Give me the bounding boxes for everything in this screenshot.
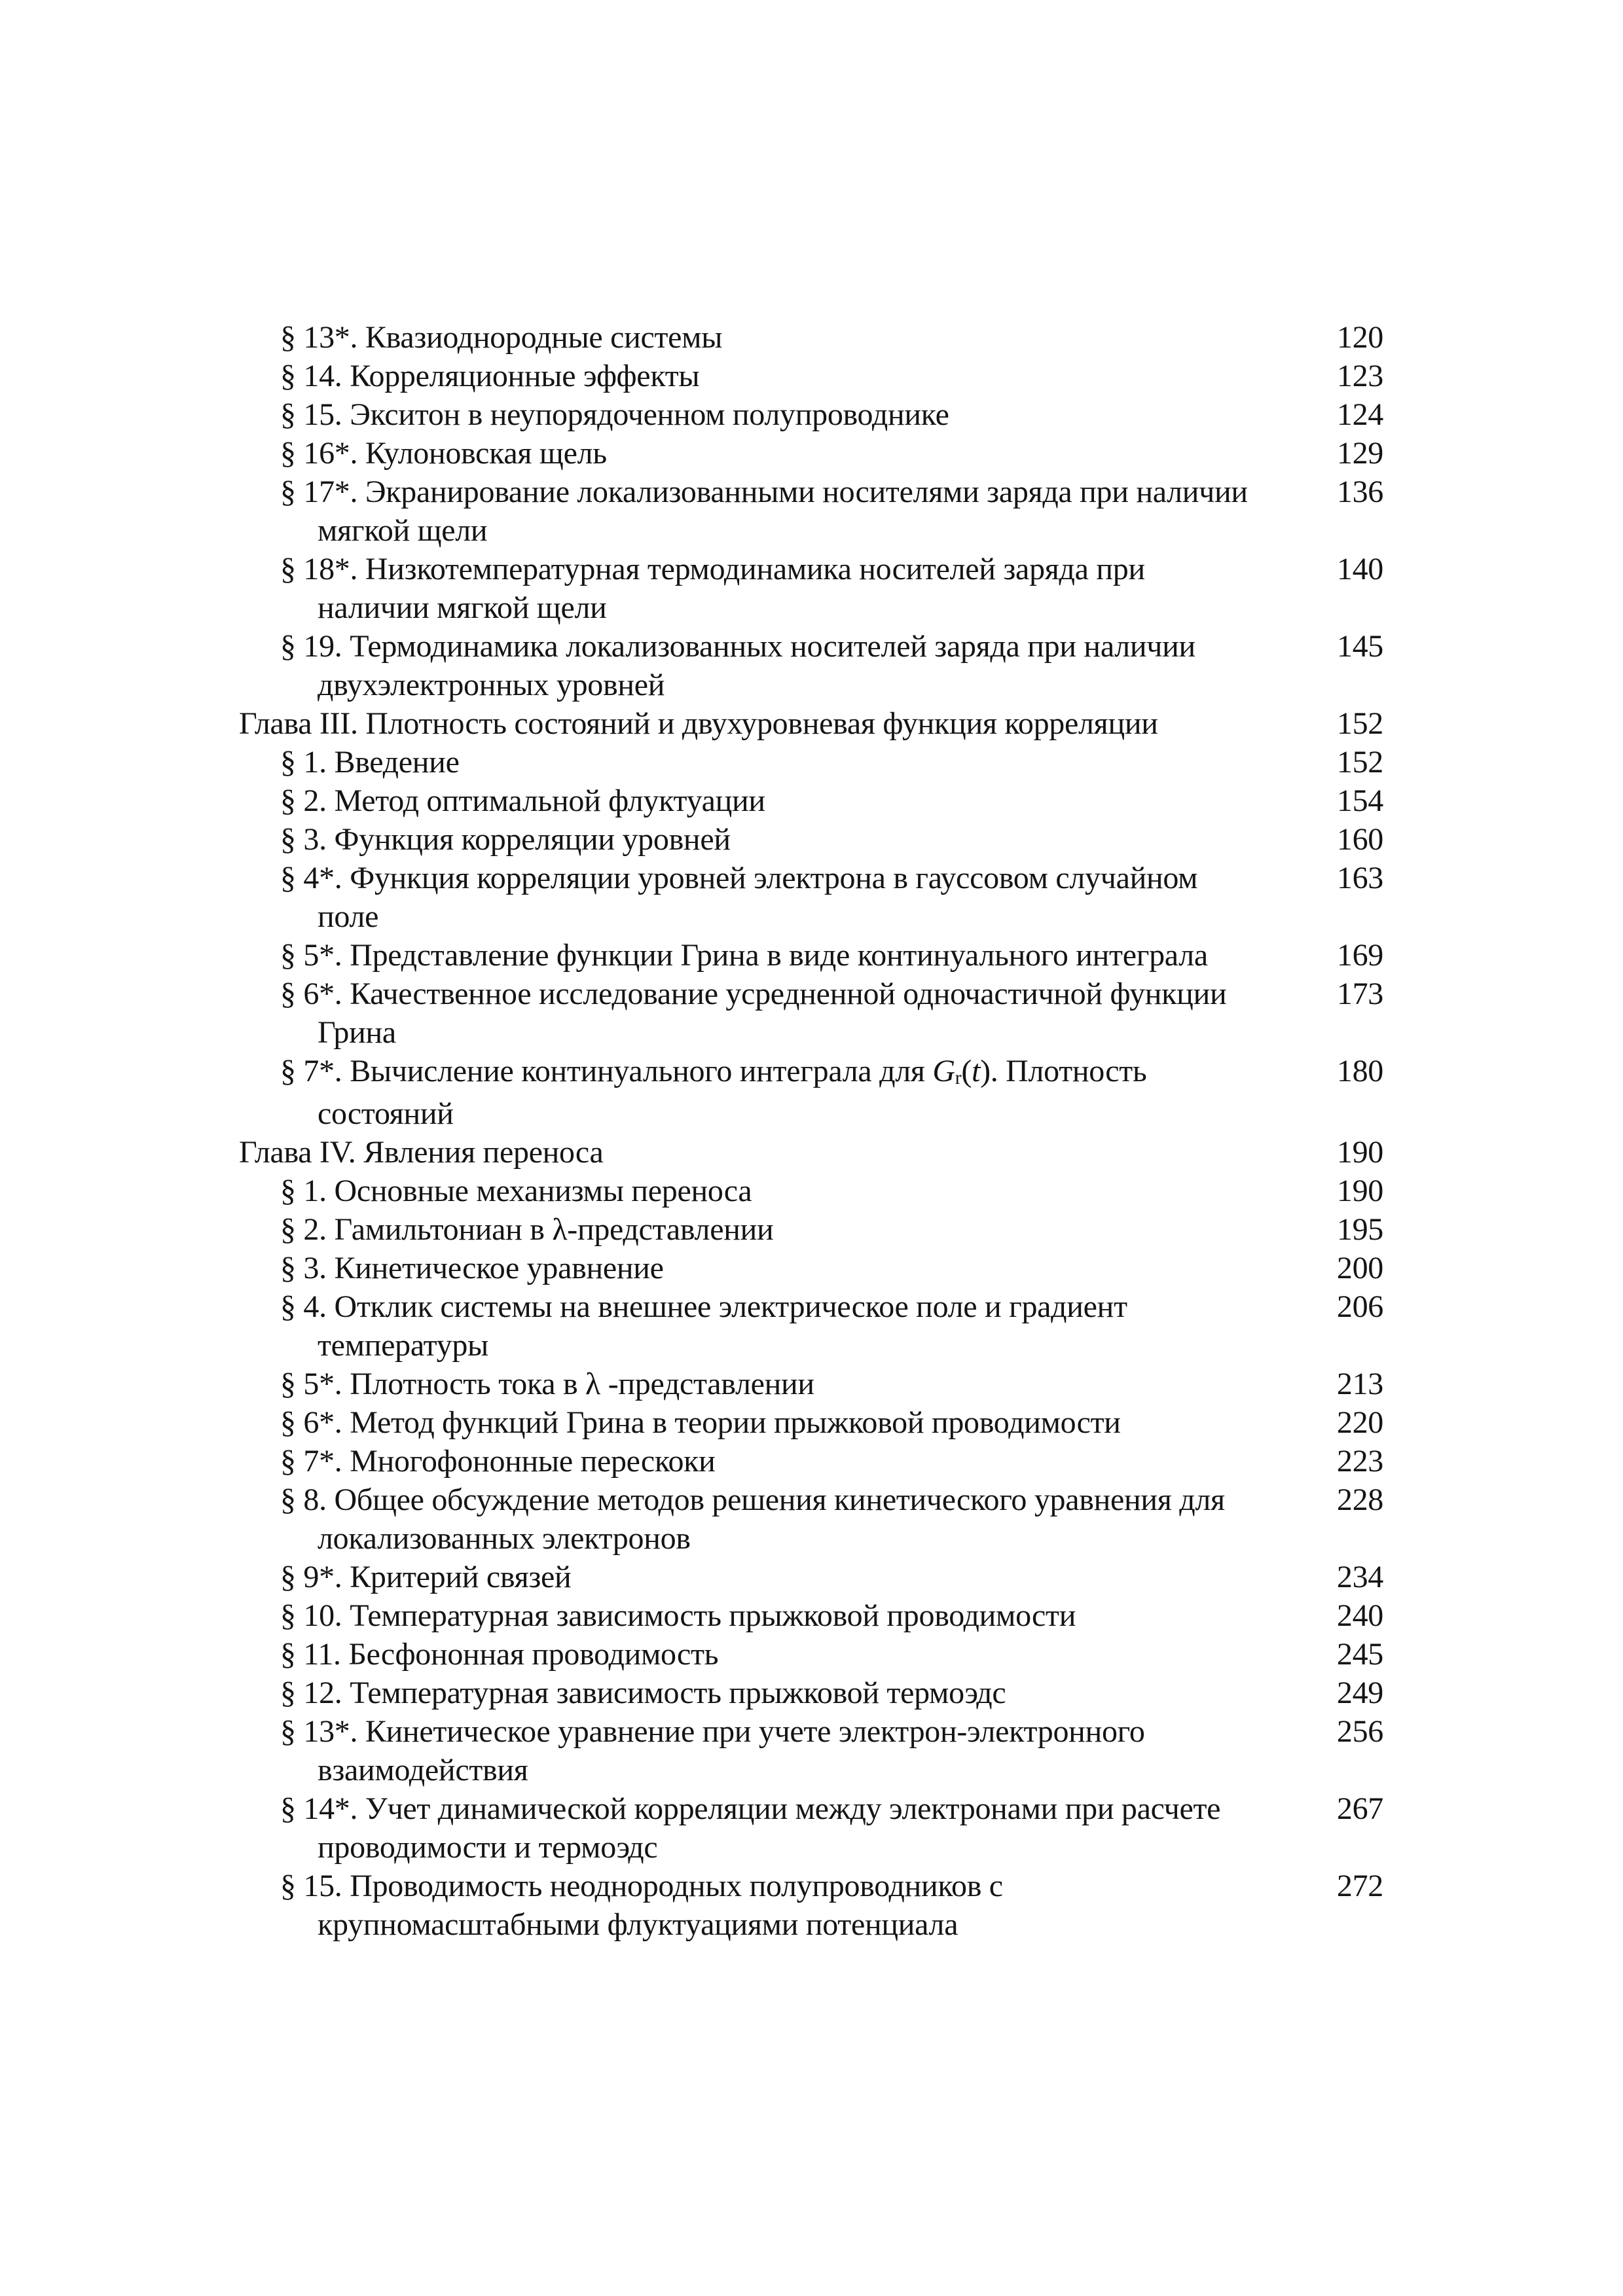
toc-entry-line: § 6*. Качественное исследование усредненной одночастичной функции [280, 977, 1227, 1011]
toc-entry-line: § 15. Проводимость неоднородных полупроводников с [280, 1869, 1003, 1903]
toc-entry-line: наличии мягкой щели [318, 590, 607, 625]
toc-entry-title [280, 1596, 1298, 1635]
toc-entry-line: § 4. Отклик системы на внешнее электрическое поле и градиент [280, 1289, 1127, 1324]
toc-entry-line: мягкой щели [318, 513, 488, 548]
toc-entry-title [280, 975, 1298, 1052]
toc-section-row [239, 357, 1383, 395]
toc-section-row [239, 1249, 1383, 1287]
toc-entry-line: § 8. Общее обсуждение методов решения кинетического уравнения для [280, 1482, 1225, 1517]
toc-section-row [239, 859, 1383, 936]
toc-entry-page: 223 [1336, 1444, 1383, 1479]
toc-entry-line: локализованных электронов [318, 1521, 691, 1556]
toc-entry-page: 124 [1336, 397, 1383, 432]
toc-entry-line: § 16*. Кулоновская щель [280, 436, 607, 471]
italic-text: t [972, 1054, 981, 1088]
toc-entry-page: 129 [1336, 436, 1383, 471]
toc-chapter-row [239, 704, 1383, 743]
toc-section-row [239, 1210, 1383, 1249]
toc-entry-line: § 4*. Функция корреляции уровней электрона в гауссовом случайном [280, 861, 1198, 895]
toc-entry-title [280, 1287, 1298, 1365]
toc-entry-title [280, 357, 1298, 395]
toc-entry-page: 190 [1336, 1174, 1383, 1208]
toc-entry-line: § 2. Гамильтониан в λ-представлении [280, 1212, 774, 1247]
toc-entry-line: § 3. Кинетическое уравнение [280, 1251, 664, 1285]
toc-entry-page: 206 [1336, 1289, 1383, 1324]
toc-entry-page: 152 [1336, 706, 1383, 741]
toc-entry-page: 228 [1336, 1482, 1383, 1517]
toc-entry-line: двухэлектронных уровней [318, 668, 665, 702]
toc-entry-page: 154 [1336, 783, 1383, 818]
toc-entry-title [280, 1249, 1298, 1287]
toc-entry-page: 136 [1336, 475, 1383, 509]
toc-section-row [239, 1052, 1383, 1133]
toc-entry-line: § 12. Температурная зависимость прыжковой термоэдс [280, 1676, 1006, 1710]
toc-entry-page: 213 [1336, 1367, 1383, 1401]
toc-entry-title [280, 1210, 1298, 1249]
toc-section-row [239, 1789, 1383, 1867]
toc-entry-title [280, 1867, 1298, 1944]
toc-entry-title [280, 1712, 1298, 1789]
toc-entry-line: § 5*. Плотность тока в λ -представлении [280, 1367, 814, 1401]
toc-entry-page: 200 [1336, 1251, 1383, 1285]
toc-entry-title [280, 936, 1298, 975]
toc-entry-page: 256 [1336, 1714, 1383, 1749]
toc-entry-line: § 7*. Многофононные перескоки [280, 1444, 716, 1479]
toc-entry-page: 240 [1336, 1598, 1383, 1633]
toc-section-row [239, 936, 1383, 975]
toc-entry-page: 180 [1336, 1054, 1383, 1088]
toc-entry-title [280, 473, 1298, 550]
plain-text: ). Плотность [980, 1054, 1147, 1088]
toc-entry-line: Глава IV. Явления переноса [239, 1135, 604, 1170]
toc-entry-title [280, 1558, 1298, 1596]
toc-entry-line: поле [318, 899, 379, 934]
toc-section-row [239, 627, 1383, 704]
toc-entry-line: § 17*. Экранирование локализованными носителями заряда при наличии [280, 475, 1248, 509]
toc-entry-page: 120 [1336, 320, 1383, 355]
toc-entry-title [280, 1365, 1298, 1403]
toc-entry-page: 169 [1336, 938, 1383, 973]
toc-entry-line: взаимодействия [318, 1753, 528, 1787]
toc-entry-line: § 1. Введение [280, 745, 460, 780]
toc-entry-page: 234 [1336, 1560, 1383, 1594]
subscript-text: r [955, 1066, 962, 1088]
toc-entry-title [280, 1172, 1298, 1210]
toc-entry-title [280, 1674, 1298, 1712]
toc-section-row [239, 434, 1383, 473]
toc-entry-title [280, 820, 1298, 859]
italic-text: G [932, 1054, 955, 1088]
toc-entry-line: § 14*. Учет динамической корреляции между электронами при расчете [280, 1791, 1221, 1826]
toc-entry-line: § 13*. Кинетическое уравнение при учете электрон-электронного [280, 1714, 1145, 1749]
toc-section-row [239, 1558, 1383, 1596]
toc-entry-page: 245 [1336, 1637, 1383, 1672]
toc-section-row [239, 1674, 1383, 1712]
toc-entry-title [239, 704, 1298, 743]
toc-entry-line: § 10. Температурная зависимость прыжковой проводимости [280, 1598, 1076, 1633]
toc-entry-page: 152 [1336, 745, 1383, 780]
toc-entry-line: § 13*. Квазиоднородные системы [280, 320, 723, 355]
toc-entry-line: проводимости и термоэдс [318, 1830, 658, 1865]
toc-entry-page: 123 [1336, 359, 1383, 393]
toc-entry-page: 195 [1336, 1212, 1383, 1247]
toc-section-row [239, 975, 1383, 1052]
toc-entry-title [280, 434, 1298, 473]
toc-section-row [239, 1596, 1383, 1635]
toc-entry-title [280, 859, 1298, 936]
toc-section-row [239, 473, 1383, 550]
toc-entry-line: состояний [318, 1096, 454, 1131]
toc-entry-page: 163 [1336, 861, 1383, 895]
toc-entry-title [280, 781, 1298, 820]
plain-text: ( [961, 1054, 972, 1088]
toc-entry-line: крупномасштабными флуктуациями потенциала [318, 1907, 958, 1942]
toc-entry-line: § 3. Функция корреляции уровней [280, 822, 731, 857]
toc-section-row [239, 1480, 1383, 1558]
toc-entry-line: Глава III. Плотность состояний и двухуровневая функция корреляции [239, 706, 1158, 741]
plain-text: § 7*. Вычисление континуального интеграла для [280, 1054, 933, 1088]
toc-section-row [239, 781, 1383, 820]
toc-entry-line: температуры [318, 1328, 489, 1363]
toc-section-row [239, 550, 1383, 627]
toc-entry-line: § 14. Корреляционные эффекты [280, 359, 700, 393]
toc-chapter-row [239, 1133, 1383, 1172]
toc-entry-title [280, 627, 1298, 704]
toc-entry-line: § 11. Бесфононная проводимость [280, 1637, 719, 1672]
toc-entry-page: 249 [1336, 1676, 1383, 1710]
toc-section-row [239, 820, 1383, 859]
toc-entry-title [280, 1442, 1298, 1480]
toc-entry-title [280, 395, 1298, 434]
toc-entry-title [280, 1480, 1298, 1558]
toc-entry-line: § 6*. Метод функций Грина в теории прыжковой проводимости [280, 1405, 1121, 1440]
toc-section-row [239, 1442, 1383, 1480]
toc-entry-page: 173 [1336, 977, 1383, 1011]
toc-entry-title [280, 1052, 1298, 1133]
toc-entries [239, 318, 1383, 1944]
toc-entry-line: § 19. Термодинамика локализованных носителей заряда при наличии [280, 629, 1195, 664]
toc-entry-page: 267 [1336, 1791, 1383, 1826]
toc-entry-line: § 2. Метод оптимальной флуктуации [280, 783, 765, 818]
toc-section-row [239, 1867, 1383, 1944]
toc-entry-line: § 9*. Критерий связей [280, 1560, 572, 1594]
toc-entry-page: 220 [1336, 1405, 1383, 1440]
toc-section-row [239, 1712, 1383, 1789]
toc-entry-title [280, 550, 1298, 627]
toc-entry-page: 272 [1336, 1869, 1383, 1903]
toc-entry-title [280, 1403, 1298, 1442]
toc-entry-title [280, 318, 1298, 357]
toc-entry-line [280, 1052, 1298, 1094]
toc-entry-page: 160 [1336, 822, 1383, 857]
toc-entry-line: § 18*. Низкотемпературная термодинамика носителей заряда при [280, 552, 1145, 586]
toc-section-row [239, 1172, 1383, 1210]
toc-entry-title [280, 743, 1298, 781]
toc-section-row [239, 1287, 1383, 1365]
toc-section-row [239, 1403, 1383, 1442]
toc-section-row [239, 743, 1383, 781]
toc-entry-line: § 5*. Представление функции Грина в виде континуального интеграла [280, 938, 1208, 973]
toc-entry-page: 140 [1336, 552, 1383, 586]
toc-section-row [239, 1635, 1383, 1674]
toc-entry-title [280, 1635, 1298, 1674]
toc-section-row [239, 395, 1383, 434]
toc-entry-page: 190 [1336, 1135, 1383, 1170]
toc-entry-line: § 15. Экситон в неупорядоченном полупроводнике [280, 397, 949, 432]
toc-entry-title [239, 1133, 1298, 1172]
toc-section-row [239, 1365, 1383, 1403]
toc-section-row [239, 318, 1383, 357]
toc-entry-line: Грина [318, 1015, 396, 1050]
toc-entry-line: § 1. Основные механизмы переноса [280, 1174, 752, 1208]
toc-entry-page: 145 [1336, 629, 1383, 664]
toc-entry-title [280, 1789, 1298, 1867]
